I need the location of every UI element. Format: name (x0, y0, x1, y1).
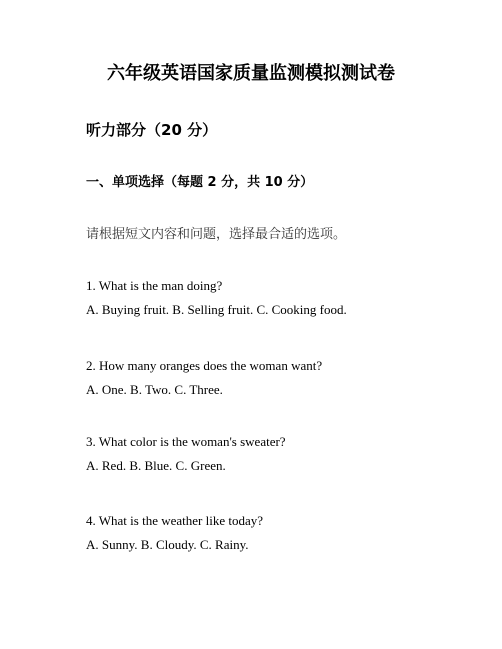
question-text: 4. What is the weather like today? (86, 513, 264, 528)
subsection-heading-single-choice: 一、单项选择（每题 2 分，共 10 分） (86, 175, 314, 190)
question-options: A. Red. B. Blue. C. Green. (86, 458, 226, 473)
question-options: A. Buying fruit. B. Selling fruit. C. Cooking food. (86, 302, 347, 317)
page-title: 六年级英语国家质量监测模拟测试卷 (107, 63, 395, 84)
question-options: A. Sunny. B. Cloudy. C. Rainy. (86, 537, 249, 552)
question-text: 3. What color is the woman's sweater? (86, 434, 286, 449)
question-text: 2. How many oranges does the woman want? (86, 358, 323, 373)
question-item (86, 512, 486, 554)
question-item (86, 357, 486, 399)
question-item (86, 277, 486, 319)
question-item (86, 433, 486, 475)
question-options: A. One. B. Two. C. Three. (86, 382, 223, 397)
instruction-text: 请根据短文内容和问题，选择最合适的选项。 (86, 227, 347, 242)
question-text: 1. What is the man doing? (86, 278, 223, 293)
section-heading-listening: 听力部分（20 分） (86, 121, 218, 139)
